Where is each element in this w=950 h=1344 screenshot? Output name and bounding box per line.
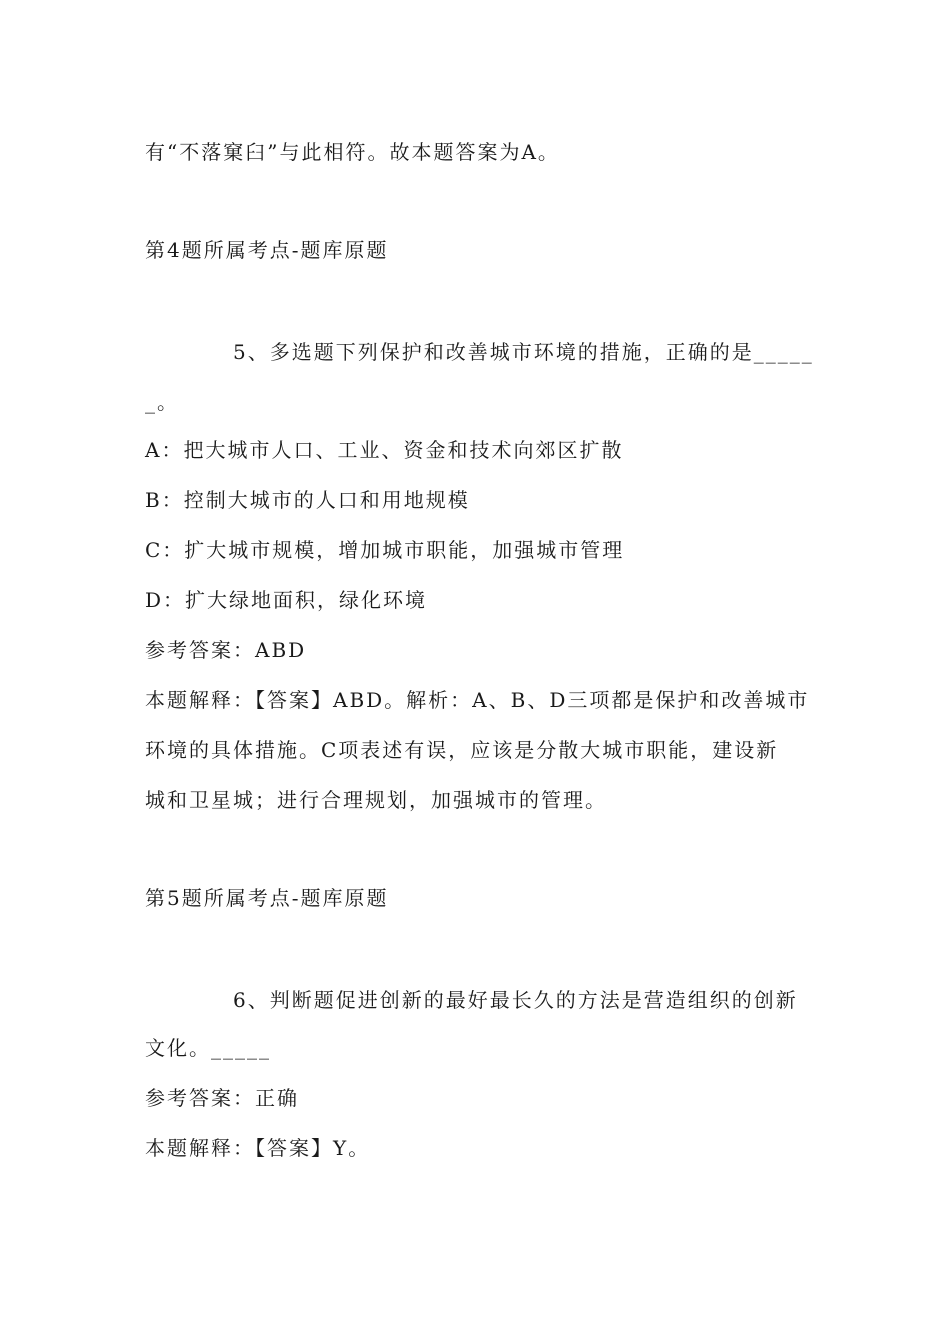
question-6-stem-line2: 文化。_____ bbox=[145, 1036, 271, 1060]
question-5-stem-line2: _。 bbox=[145, 390, 179, 414]
question-6-stem-line1: 6、判断题促进创新的最好最长久的方法是营造组织的创新 bbox=[233, 988, 798, 1012]
question-5-option-d: D：扩大绿地面积，绿化环境 bbox=[145, 588, 428, 612]
question-5-stem-line1: 5、多选题下列保护和改善城市环境的措施，正确的是_____ bbox=[233, 340, 814, 364]
question-5-explanation-line1: 本题解释：【答案】ABD。解析：A、B、D三项都是保护和改善城市 bbox=[145, 688, 810, 712]
question-5-explanation-line3: 城和卫星城；进行合理规划，加强城市的管理。 bbox=[145, 788, 607, 812]
question-5-answer: 参考答案：ABD bbox=[145, 638, 307, 662]
question-4-knowledge-point: 第4题所属考点-题库原题 bbox=[145, 238, 389, 262]
question-5-knowledge-point: 第5题所属考点-题库原题 bbox=[145, 886, 389, 910]
question-6-explanation-line1: 本题解释：【答案】Y。 bbox=[145, 1136, 371, 1160]
question-5-option-b: B：控制大城市的人口和用地规模 bbox=[145, 488, 470, 512]
question-5-option-a: A：把大城市人口、工业、资金和技术向郊区扩散 bbox=[145, 438, 624, 462]
question-5-option-c: C：扩大城市规模，增加城市职能，加强城市管理 bbox=[145, 538, 625, 562]
question-5-explanation-line2: 环境的具体措施。C项表述有误，应该是分散大城市职能，建设新 bbox=[145, 738, 779, 762]
question-6-answer: 参考答案：正确 bbox=[145, 1086, 299, 1110]
previous-explanation-tail: 有“不落窠臼”与此相符。故本题答案为A。 bbox=[145, 140, 560, 164]
